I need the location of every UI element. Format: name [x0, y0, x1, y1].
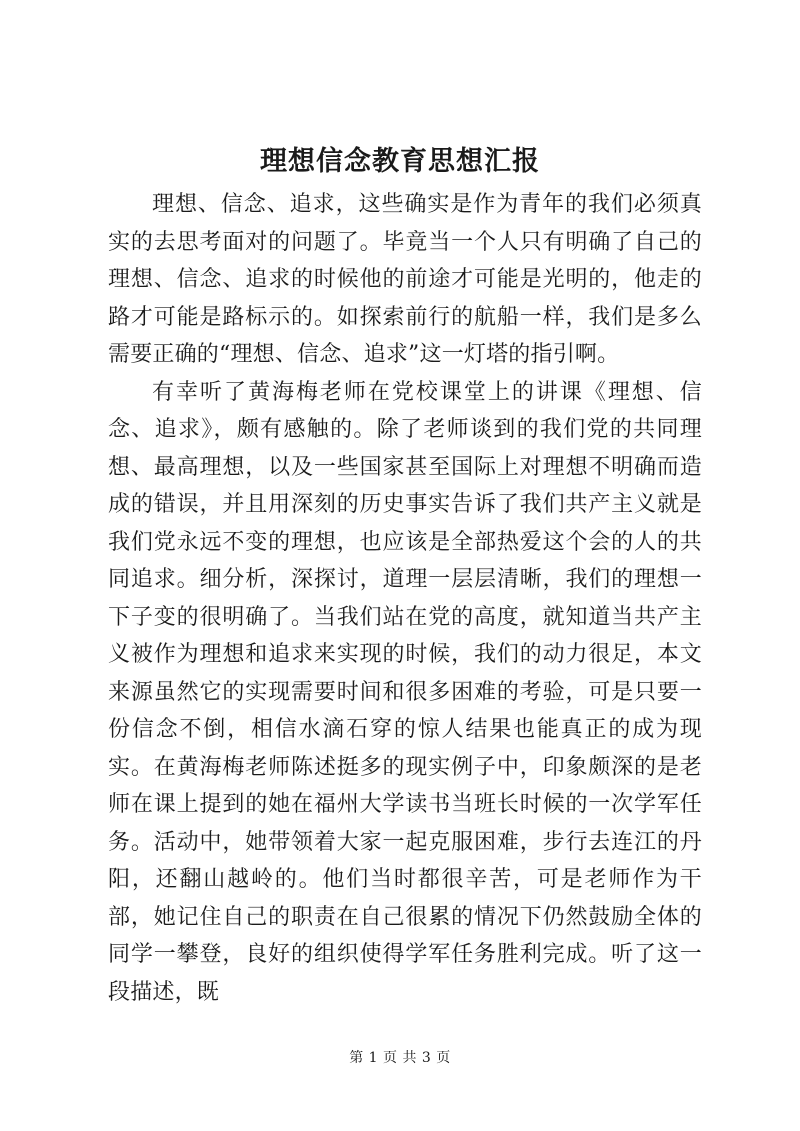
- page-footer: 第 1 页 共 3 页: [349, 1050, 451, 1066]
- paragraph: 有幸听了黄海梅老师在党校课堂上的讲课《理想、信念、追求》，颇有感触的。除了老师谈到的我们党的共同理想、最高理想，以及一些国家甚至国际上对理想不明确而造成的错误，并且用深刻的历史事实告诉了我们共产主义就是我们党永远不变的理想，也应该是全部热爱这个会的人的共同追求。细分析，深探讨，道理一层层清晰，我们的理想一下子变的很明确了。当我们站在党的高度，就知道当共产主义被作为理想和追求来实现的时候，我们的动力很足，本文来源虽然它的实现需要时间和很多困难的考验，可是只要一份信念不倒，相信水滴石穿的惊人结果也能真正的成为现实。在黄海梅老师陈述挺多的现实例子中，印象颇深的是老师在课上提到的她在福州大学读书当班长时候的一次学军任务。活动中，她带领着大家一起克服困难，步行去连江的丹阳，还翻山越岭的。他们当时都很辛苦，可是老师作为干部，她记住自己的职责在自己很累的情况下仍然鼓励全体的同学一攀登，良好的组织使得学军任务胜利完成。听了这一段描述，既: [108, 379, 702, 1005]
- paragraph: 理想、信念、追求，这些确实是作为青年的我们必须真实的去思考面对的问题了。毕竟当一个人只有明确了自己的理想、信念、追求的时候他的前途才可能是光明的，他走的路才可能是路标示的。如探索前行的航船一样，我们是多么需要正确的“理想、信念、追求”这一灯塔的指引啊。: [108, 192, 702, 367]
- document-body: [108, 186, 702, 1011]
- document-title: 理想信念教育思想汇报: [260, 146, 540, 177]
